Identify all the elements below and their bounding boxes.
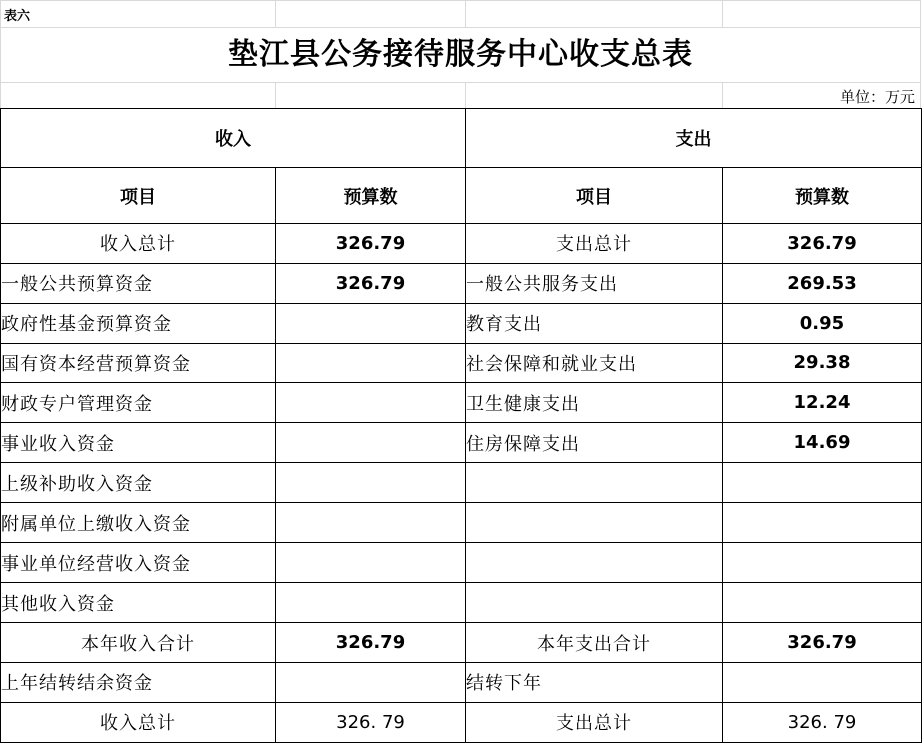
expense-label: 教育支出 <box>466 303 723 343</box>
expense-label: 本年支出合计 <box>466 623 723 663</box>
expense-label: 支出总计 <box>466 223 723 263</box>
income-value <box>276 343 466 383</box>
expense-label: 住房保障支出 <box>466 423 723 463</box>
income-label: 收入总计 <box>1 702 276 742</box>
expense-label <box>466 583 723 623</box>
expense-value: 326.79 <box>723 623 922 663</box>
table-row <box>1 463 922 503</box>
income-value: 326. 79 <box>276 702 466 742</box>
expense-budget-header: 预算数 <box>723 168 922 223</box>
expense-item-header: 项目 <box>466 168 723 223</box>
income-value <box>276 663 466 703</box>
income-label: 事业单位经营收入资金 <box>1 543 276 583</box>
income-value <box>276 463 466 503</box>
income-budget-header: 预算数 <box>276 168 466 223</box>
income-value <box>276 503 466 543</box>
income-value: 326.79 <box>276 623 466 663</box>
expense-value: 29.38 <box>723 343 922 383</box>
expense-value: 326.79 <box>723 223 922 263</box>
expense-value: 269.53 <box>723 263 922 303</box>
income-label: 附属单位上缴收入资金 <box>1 503 276 543</box>
expense-label: 卫生健康支出 <box>466 383 723 423</box>
expense-label <box>466 503 723 543</box>
income-label: 国有资本经营预算资金 <box>1 343 276 383</box>
income-label: 一般公共预算资金 <box>1 263 276 303</box>
expense-value: 0.95 <box>723 303 922 343</box>
table-row <box>1 303 922 343</box>
income-item-header: 项目 <box>1 168 276 223</box>
income-label: 上年结转结余资金 <box>1 663 276 703</box>
table-row <box>1 702 922 742</box>
budget-table <box>0 108 922 743</box>
income-value <box>276 543 466 583</box>
income-label: 其他收入资金 <box>1 583 276 623</box>
table-row <box>1 543 922 583</box>
table-row <box>1 503 922 543</box>
page-title: 垫江县公务接待服务中心收支总表 <box>228 37 693 72</box>
table-row <box>1 343 922 383</box>
income-value: 326.79 <box>276 223 466 263</box>
sheet-tag: 表六 <box>4 9 31 24</box>
table-row <box>1 583 922 623</box>
expense-value <box>723 463 922 503</box>
income-label: 本年收入合计 <box>1 623 276 663</box>
income-label: 上级补助收入资金 <box>1 463 276 503</box>
income-value <box>276 583 466 623</box>
income-label: 事业收入资金 <box>1 423 276 463</box>
table-row <box>1 223 922 263</box>
income-section-header: 收入 <box>1 109 466 168</box>
income-label: 财政专户管理资金 <box>1 383 276 423</box>
income-value <box>276 303 466 343</box>
expense-section-header: 支出 <box>466 109 922 168</box>
expense-value <box>723 543 922 583</box>
expense-label: 支出总计 <box>466 702 723 742</box>
income-value <box>276 423 466 463</box>
table-row <box>1 383 922 423</box>
expense-value: 326. 79 <box>723 702 922 742</box>
income-value <box>276 383 466 423</box>
expense-value <box>723 503 922 543</box>
expense-label: 一般公共服务支出 <box>466 263 723 303</box>
expense-value <box>723 583 922 623</box>
table-row <box>1 663 922 703</box>
expense-label: 社会保障和就业支出 <box>466 343 723 383</box>
expense-label: 结转下年 <box>466 663 723 703</box>
expense-value: 14.69 <box>723 423 922 463</box>
unit-label: 单位：万元 <box>839 88 915 106</box>
expense-value: 12.24 <box>723 383 922 423</box>
income-label: 收入总计 <box>1 223 276 263</box>
table-row <box>1 263 922 303</box>
table-row <box>1 623 922 663</box>
expense-value <box>723 663 922 703</box>
expense-label <box>466 543 723 583</box>
expense-label <box>466 463 723 503</box>
table-row <box>1 423 922 463</box>
income-value: 326.79 <box>276 263 466 303</box>
income-label: 政府性基金预算资金 <box>1 303 276 343</box>
